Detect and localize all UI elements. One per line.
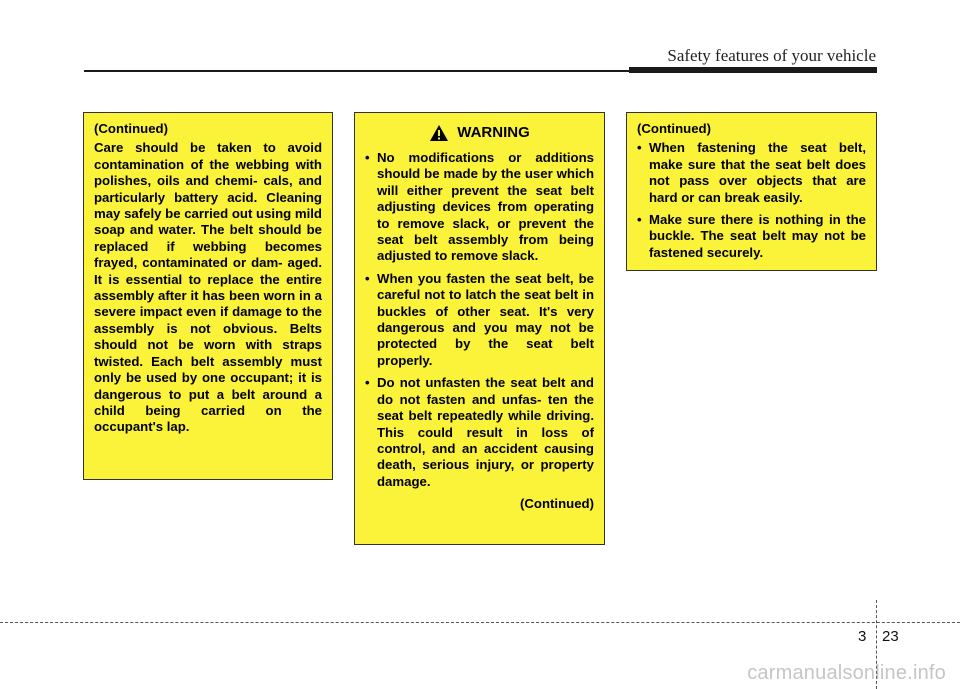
warning-box [354, 112, 605, 545]
watermark-text: carmanualsonline.info [747, 662, 946, 684]
header-rule-thick [629, 67, 877, 73]
warning-item: • Make sure there is nothing in the buckle. The seat belt may not be fastened securely. [637, 212, 866, 261]
warning-heading-text: WARNING [457, 124, 530, 141]
footer-rule [0, 622, 960, 623]
warning-heading [365, 124, 594, 142]
continued-caution-box [83, 112, 333, 480]
page-header-title: Safety features of your vehicle [667, 46, 876, 65]
chapter-number: 3 [858, 628, 867, 645]
continued-warning-box [626, 112, 877, 271]
warning-triangle-icon [429, 124, 449, 142]
warning-list [637, 140, 866, 261]
warning-list [365, 150, 594, 490]
warning-item: • When you fasten the seat belt, be careful not to latch the seat belt in buckles of other seat. It's very dangerous and you may not be protected by the seat belt properly. [365, 271, 594, 369]
continued-label: (Continued) [637, 121, 711, 136]
header-rule [84, 70, 629, 72]
continued-label: (Continued) [94, 121, 168, 136]
warning-item: • When fastening the seat belt, make sure that the seat belt does not pass over objects that are hard or can break easily. [637, 140, 866, 206]
page-number: 23 [882, 628, 899, 645]
continued-label: (Continued) [520, 496, 594, 512]
caution-body-text: Care should be taken to avoid contamination of the webbing with polishes, oils and chemi- cals, and particularly battery acid. Cleaning may safely be carried out using mild soap and water. The belt should be replaced if webbing becomes frayed, contaminated or dam- aged. It is essential to replace the entire assembly after it has been worn in a severe impact even if damage to the assembly is not obvious. Belts should not be worn with straps twisted. Each belt assembly must only be used by one occupant; it is dangerous to put a belt around a child being carried on the occupant's lap. [94, 140, 322, 435]
warning-item: • No modifications or additions should be made by the user which will either prevent the seat belt adjusting devices from operating to remove slack, or prevent the seat belt assembly from being adjusted to remove slack. [365, 150, 594, 265]
warning-item: • Do not unfasten the seat belt and do not fasten and unfas- ten the seat belt repeatedly while driving. This could result in loss of control, and an accident causing death, serious injury, or property damage. [365, 375, 594, 490]
